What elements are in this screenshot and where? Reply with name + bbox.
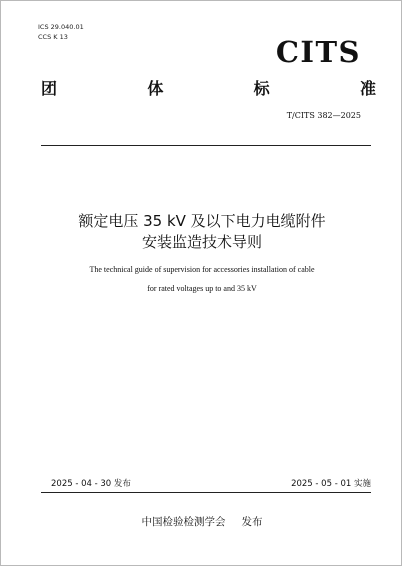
bottom-divider bbox=[41, 492, 371, 493]
publisher-name: 中国检验检测学会 bbox=[141, 516, 226, 528]
publisher-line bbox=[1, 515, 402, 529]
standard-type-char: 标 bbox=[253, 79, 270, 98]
title-en-line1: The technical guide of supervision for accessories installation of cable bbox=[89, 265, 315, 274]
title-zh-line1: 额定电压 35 kV 及以下电力电缆附件 bbox=[78, 212, 326, 230]
standard-type-heading bbox=[41, 79, 376, 99]
ccs-code: CCS K 13 bbox=[38, 33, 68, 41]
standard-type-char: 体 bbox=[147, 79, 164, 98]
issue-date: 2025 - 04 - 30 发布 bbox=[51, 479, 131, 489]
top-divider bbox=[41, 145, 371, 146]
publisher-action: 发布 bbox=[241, 516, 263, 528]
standard-type-char: 准 bbox=[359, 79, 376, 98]
ics-code: ICS 29.040.01 bbox=[38, 23, 84, 31]
standard-number: T/CITS 382—2025 bbox=[286, 111, 361, 120]
title-en-line2: for rated voltages up to and 35 kV bbox=[147, 284, 257, 293]
standard-type-char: 团 bbox=[41, 79, 58, 98]
implementation-date: 2025 - 05 - 01 实施 bbox=[291, 479, 371, 489]
title-zh-line2: 安装监造技术导则 bbox=[141, 233, 262, 251]
cits-logo-text: CITS bbox=[275, 35, 361, 69]
